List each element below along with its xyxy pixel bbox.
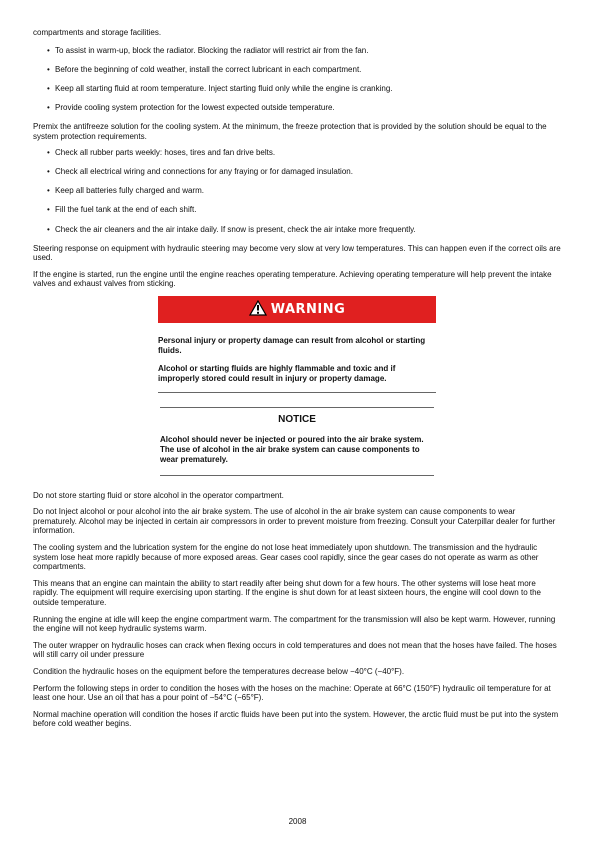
list-item: • Check the air cleaners and the air intake daily. If snow is present, check the air intake more frequently. — [47, 225, 561, 235]
body-paragraphs — [33, 491, 561, 729]
notice-box — [160, 407, 434, 476]
document-page — [33, 28, 561, 736]
list-item: • Check all electrical wiring and connections for any fraying or for damaged insulation. — [47, 167, 561, 177]
warning-banner — [158, 296, 436, 323]
body-paragraph: Do not Inject alcohol or pour alcohol into the air brake system. The use of alcohol in the air brake system can cause components to wear prematurely. Alcohol may be injected in certain air compressors in order to prevent moisture from freezing. Consult your Caterpillar dealer for further information. — [33, 507, 556, 536]
list-item: • Fill the fuel tank at the end of each shift. — [47, 205, 561, 215]
warning-triangle-icon — [249, 300, 267, 319]
top-line: compartments and storage facilities. — [33, 28, 162, 37]
list-item: • Before the beginning of cold weather, install the correct lubricant in each compartment. — [47, 65, 561, 75]
body-paragraph: The outer wrapper on hydraulic hoses can crack when flexing occurs in cold temperatures and does not mean that the hoses have failed. The hoses will still carry oil under pressure — [33, 640, 557, 660]
list-item: • Check all rubber parts weekly: hoses, tires and fan drive belts. — [47, 148, 561, 158]
body-paragraph: Normal machine operation will condition the hoses if arctic fluids have been put into the system. However, the arctic fluid must be put into the system before cold weather begins. — [33, 709, 559, 729]
body-paragraph: Perform the following steps in order to condition the hoses with the hoses on the machine: Operate at 66°C (150°F) hydraulic oil temperature for at least one hour. Use an oil that has a pour point of −54°C (−65°F). — [33, 683, 551, 703]
body-paragraph: This means that an engine can maintain the ability to start readily after being shut down for a few hours. The other systems will lose heat more rapidly. The equipment will require exercising upon starting. If the engine is shut down for at least sixteen hours, the engine will cool down to the outside temperature. — [33, 578, 541, 607]
divider — [158, 392, 436, 393]
divider — [160, 475, 434, 476]
premix-paragraph: Premix the antifreeze solution for the cooling system. At the minimum, the freeze protection that is provided by the solution should be equal to the system protection requirements. — [33, 121, 547, 141]
bullet-list-a — [33, 46, 561, 113]
list-item: • Provide cooling system protection for the lowest expected outside temperature. — [47, 103, 561, 113]
warning-line-1: Personal injury or property damage can result from alcohol or starting fluids. — [158, 336, 426, 355]
steering-paragraph: Steering response on equipment with hydraulic steering may become very slow at very low temperatures. This can happen even if the correct oils are used. — [33, 243, 561, 263]
warning-box — [158, 296, 436, 393]
warning-line-2: Alcohol or starting fluids are highly flammable and toxic and if improperly stored could result in injury or property damage. — [158, 364, 396, 383]
notice-text: Alcohol should never be injected or poured into the air brake system. The use of alcohol in the air brake system can cause components to wear prematurely. — [160, 434, 424, 464]
bullet-list-b — [33, 148, 561, 234]
engine-paragraph: If the engine is started, run the engine until the engine reaches operating temperature. Achieving operating temperature will help prevent the intake valves and exhaust valves from sticking. — [33, 269, 552, 289]
warning-label: WARNING — [270, 301, 346, 317]
body-paragraph: Running the engine at idle will keep the engine compartment warm. The compartment for the transmission will also be kept warm. However, running the engine will not keep hydraulic systems warm. — [33, 614, 556, 634]
divider — [160, 407, 434, 408]
warning-text — [158, 336, 436, 384]
body-paragraph: The cooling system and the lubrication system for the engine do not lose heat immediately upon shutdown. The transmission and the hydraulic system lose heat more rapidly because of more exposed areas. Gear cases cool rapidly, since the gear cases do not operate as warm as other compartments. — [33, 542, 539, 572]
list-item: • To assist in warm-up, block the radiator. Blocking the radiator will restrict air from the fan. — [47, 46, 561, 56]
body-paragraph: Do not store starting fluid or store alcohol in the operator compartment. — [33, 490, 284, 500]
page-number: 2008 — [288, 817, 307, 826]
list-item: • Keep all batteries fully charged and warm. — [47, 186, 561, 196]
body-paragraph: Condition the hydraulic hoses on the equipment before the temperatures decrease below −40°C (−40°F). — [33, 666, 405, 676]
list-item: • Keep all starting fluid at room temperature. Inject starting fluid only while the engine is cranking. — [47, 84, 561, 94]
notice-title: NOTICE — [278, 414, 316, 425]
